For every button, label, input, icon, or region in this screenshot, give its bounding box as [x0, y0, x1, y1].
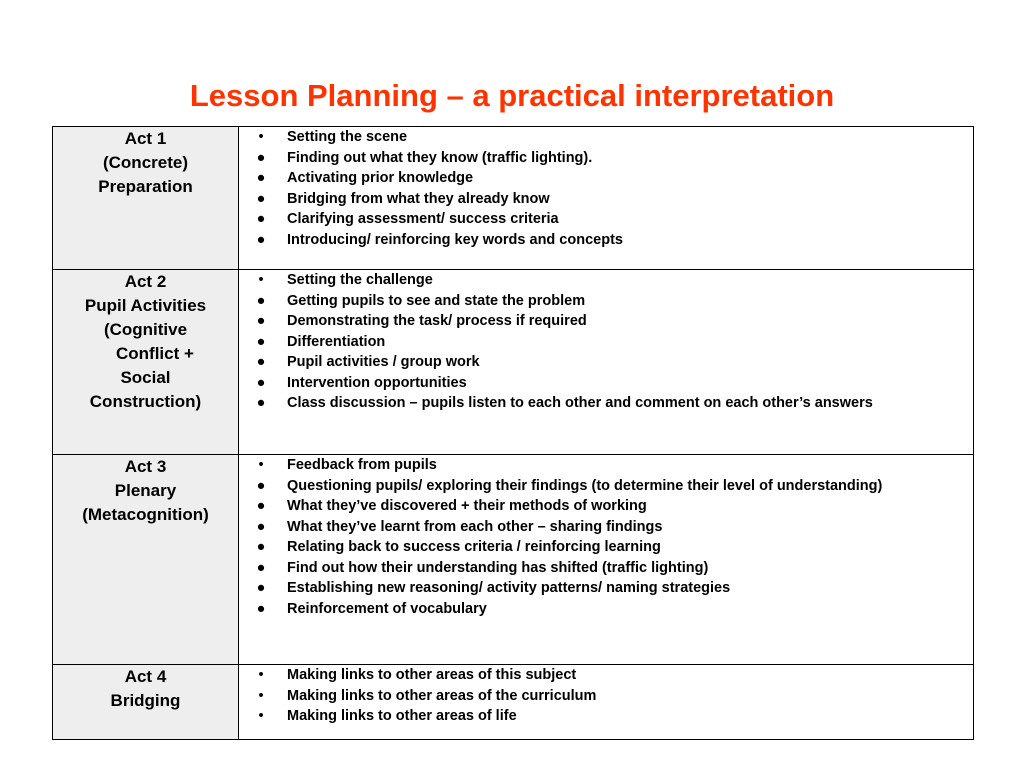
bullet-icon: ●	[256, 170, 266, 186]
act-label-cell	[53, 270, 239, 455]
bullet-icon: ●	[256, 313, 266, 329]
act-items-cell	[239, 127, 974, 270]
act-row	[53, 455, 974, 665]
list-item	[239, 578, 973, 599]
bullet-list	[239, 455, 973, 619]
list-item	[239, 209, 973, 230]
bullet-icon: •	[258, 129, 264, 145]
page-title: Lesson Planning – a practical interpretation	[189, 78, 835, 113]
bullet-icon: •	[258, 457, 264, 473]
act-label-line: (Metacognition)	[82, 505, 209, 524]
list-item	[239, 352, 973, 373]
list-item	[239, 686, 973, 707]
list-item-text: Introducing/ reinforcing key words and concepts	[287, 231, 623, 248]
list-item	[239, 148, 973, 169]
bullet-icon: ●	[256, 395, 266, 411]
list-item	[239, 332, 973, 353]
list-item	[239, 455, 973, 476]
list-item	[239, 496, 973, 517]
list-item	[239, 270, 973, 291]
act-label-line: (Cognitive	[103, 320, 188, 339]
list-item-text: Clarifying assessment/ success criteria	[287, 211, 559, 227]
list-item-text: Activating prior knowledge	[287, 170, 474, 186]
list-item	[239, 127, 973, 148]
list-item-text: Bridging from what they already know	[287, 190, 550, 207]
act-label-line: (Concrete)	[102, 153, 188, 172]
act-label-line: Construction)	[89, 392, 202, 411]
bullet-icon: ●	[256, 292, 266, 309]
list-item	[239, 558, 973, 579]
act-label-line: Preparation	[98, 177, 193, 196]
list-item	[239, 665, 973, 686]
act-items-cell	[239, 665, 974, 740]
act-items-cell	[239, 455, 974, 665]
bullet-icon: ●	[256, 518, 266, 535]
act-label-line: Pupil Activities	[84, 296, 207, 315]
bullet-icon: ●	[256, 231, 266, 248]
bullet-icon: ●	[256, 374, 266, 391]
bullet-icon: ●	[256, 149, 266, 166]
bullet-list	[239, 270, 973, 414]
list-item-text: Finding out what they know (traffic lighting).	[287, 149, 593, 166]
list-item-text: Questioning pupils/ exploring their findings (to determine their level of understanding)	[287, 477, 883, 494]
list-item	[239, 599, 973, 620]
bullet-icon: ●	[256, 498, 266, 514]
list-item-text: Relating back to success criteria / reinforcing learning	[287, 539, 661, 555]
list-item-text: What they’ve discovered + their methods of working	[287, 498, 647, 514]
bullet-icon: ●	[256, 477, 266, 494]
act-label-line: Social	[120, 368, 171, 387]
list-item-text: Setting the scene	[287, 129, 408, 145]
list-item	[239, 373, 973, 394]
list-item	[239, 230, 973, 251]
bullet-icon: ●	[256, 559, 266, 576]
list-item	[239, 311, 973, 332]
act-row	[53, 665, 974, 740]
list-item-text: Establishing new reasoning/ activity patterns/ naming strategies	[287, 580, 731, 596]
act-row	[53, 127, 974, 270]
list-item-text: Differentiation	[287, 333, 386, 350]
lesson-plan-body	[53, 127, 974, 740]
list-item-text: Making links to other areas of this subject	[287, 667, 577, 683]
act-label-cell	[53, 127, 239, 270]
bullet-list	[239, 665, 973, 727]
act-label-line: Act 1	[124, 129, 167, 148]
list-item-text: Making links to other areas of the curriculum	[287, 687, 597, 704]
list-item-text: Getting pupils to see and state the problem	[287, 292, 586, 309]
list-item-text: Making links to other areas of life	[287, 708, 517, 724]
act-label-line: Act 4	[124, 667, 167, 686]
list-item-text: Demonstrating the task/ process if required	[287, 313, 587, 329]
bullet-icon: ●	[256, 190, 266, 207]
bullet-icon: ●	[256, 354, 266, 370]
act-label-cell	[53, 455, 239, 665]
bullet-icon: ●	[256, 580, 266, 596]
list-item	[239, 706, 973, 727]
bullet-icon: •	[258, 687, 264, 704]
list-item	[239, 537, 973, 558]
bullet-icon: ●	[256, 600, 266, 617]
list-item-text: Reinforcement of vocabulary	[287, 600, 487, 617]
bullet-icon: •	[258, 667, 264, 683]
act-label-cell	[53, 665, 239, 740]
list-item-text: Pupil activities / group work	[287, 354, 480, 370]
list-item-text: Class discussion – pupils listen to each other and comment on each other’s answers	[287, 395, 873, 411]
list-item-text: Feedback from pupils	[287, 457, 437, 473]
list-item	[239, 517, 973, 538]
lesson-plan-table	[52, 126, 974, 740]
act-label-line: Plenary	[114, 481, 177, 500]
act-label-line: Act 3	[124, 457, 167, 476]
bullet-icon: ●	[256, 539, 266, 555]
list-item-text: Setting the challenge	[287, 272, 433, 288]
bullet-icon: •	[258, 272, 264, 288]
act-row	[53, 270, 974, 455]
bullet-list	[239, 127, 973, 250]
bullet-icon: •	[258, 708, 264, 724]
act-label-line: Bridging	[110, 691, 181, 710]
bullet-icon: ●	[256, 333, 266, 350]
list-item	[239, 476, 973, 497]
act-label-line: Act 2	[124, 272, 167, 291]
list-item-text: Intervention opportunities	[287, 374, 467, 391]
bullet-icon: ●	[256, 211, 266, 227]
list-item-text: Find out how their understanding has shifted (traffic lighting)	[287, 559, 709, 576]
list-item	[239, 393, 973, 414]
list-item	[239, 168, 973, 189]
list-item-text: What they’ve learnt from each other – sharing findings	[287, 518, 663, 535]
list-item	[239, 291, 973, 312]
list-item	[239, 189, 973, 210]
act-label-line: Conflict +	[97, 344, 194, 363]
act-items-cell	[239, 270, 974, 455]
